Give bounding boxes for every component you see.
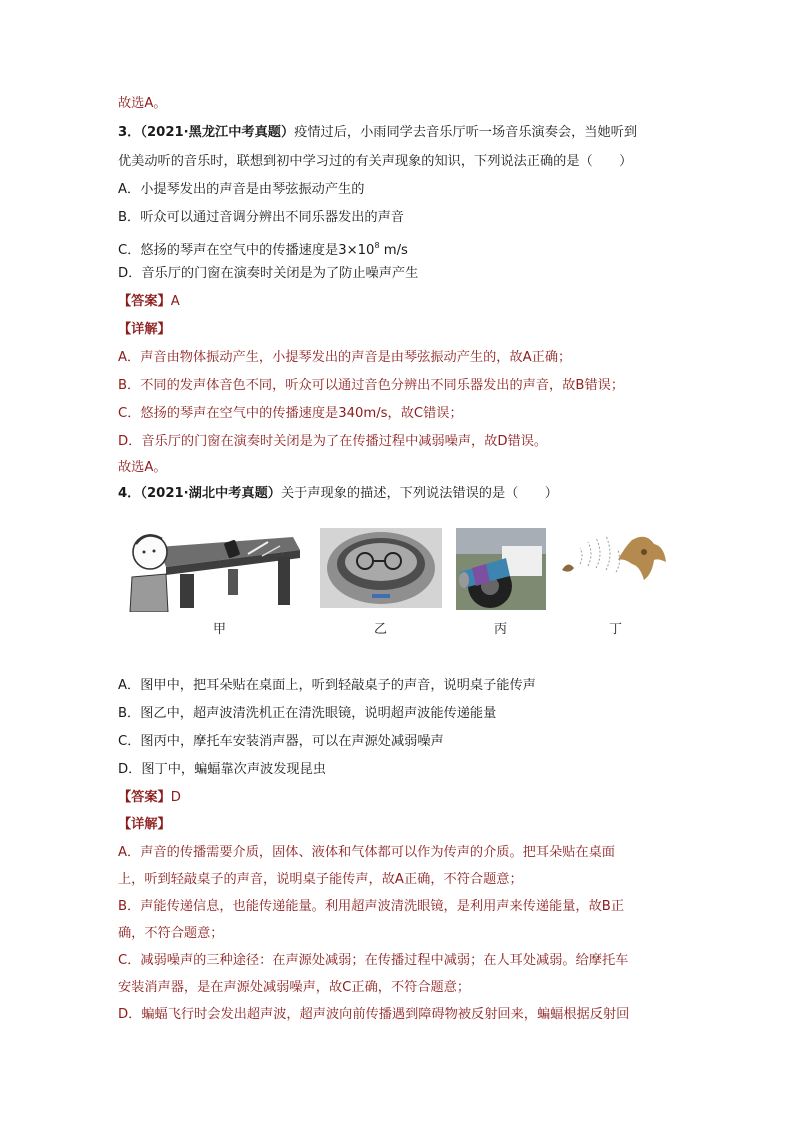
q4-source: （2021·湖北中考真题） [140, 486, 281, 501]
q3-detail-b: B．不同的发声体音色不同，听众可以通过音色分辨出不同乐器发出的声音，故B错误； [118, 378, 625, 393]
previous-conclusion: 故选A。 [118, 96, 167, 111]
q3-detail-a: A．声音由物体振动产生，小提琴发出的声音是由琴弦振动产生的，故A正确； [118, 350, 572, 365]
q3-option-d: D．音乐厅的门窗在演奏时关闭是为了防止噪声产生 [118, 266, 419, 281]
q4-detail-line3: B．声能传递信息，也能传递能量。利用超声波清洗眼镜，是利用声来传递能量，故B正 [118, 899, 625, 914]
q3-option-a: A．小提琴发出的声音是由琴弦振动产生的 [118, 182, 365, 197]
caption-bing: 丙 [494, 622, 508, 637]
figure-jia-table-image [128, 522, 308, 612]
q3-number: 3． [118, 125, 141, 140]
q3-source: （2021·黑龙江中考真题） [140, 125, 295, 140]
q4-detail-line2: 上，听到轻敲桌子的声音，说明桌子能传声，故A正确，不符合题意； [118, 872, 523, 887]
q4-option-d: D．图丁中，蝙蝠靠次声波发现昆虫 [118, 762, 326, 777]
q4-detail-line4: 确，不符合题意； [118, 926, 224, 941]
q4-option-c: C．图丙中，摩托车安装消声器，可以在声源处减弱噪声 [118, 734, 444, 749]
q3-detail-label: 【详解】 [118, 322, 171, 337]
q3-conclusion: 故选A。 [118, 460, 167, 475]
q3-option-b: B．听众可以通过音调分辨出不同乐器发出的声音 [118, 210, 404, 225]
caption-yi: 乙 [374, 622, 388, 637]
q3-stem-text1: 疫情过后，小雨同学去音乐厅听一场音乐演奏会，当她听到 [294, 125, 638, 140]
q3-detail-d: D．音乐厅的门窗在演奏时关闭是为了在传播过程中减弱噪声，故D错误。 [118, 434, 548, 449]
q4-option-b: B．图乙中，超声波清洗机正在清洗眼镜，说明超声波能传递能量 [118, 706, 497, 721]
q4-answer-label: 【答案】 [118, 790, 171, 805]
q4-detail-label: 【详解】 [118, 817, 171, 832]
q4-detail-line1: A．声音的传播需要介质，固体、液体和气体都可以作为传声的介质。把耳朵贴在桌面 [118, 845, 615, 860]
q3-option-c-text: C．悠扬的琴声在空气中的传播速度是 [118, 243, 339, 258]
figure-ding-bat-image [560, 530, 670, 600]
q4-detail-line6: 安装消声器，是在声源处减弱噪声，故C正确，不符合题意； [118, 980, 471, 995]
q4-detail-line5: C．减弱噪声的三种途径：在声源处减弱；在传播过程中减弱；在人耳处减弱。给摩托车 [118, 953, 629, 968]
figure-yi-ultrasonic-cleaner-image [320, 528, 442, 608]
q3-option-c-unit: m/s [379, 243, 408, 258]
q3-stem-line2: 优美动听的音乐时，联想到初中学习过的有关声现象的知识，下列说法正确的是（ ） [118, 154, 633, 169]
q3-option-c-exponent: 8 [374, 241, 380, 250]
q4-option-a: A．图甲中，把耳朵贴在桌面上，听到轻敲桌子的声音，说明桌子能传声 [118, 678, 536, 693]
q3-detail-c: C．悠扬的琴声在空气中的传播速度是340m/s，故C错误； [118, 406, 463, 421]
q4-number: 4． [118, 486, 141, 501]
q4-stem-text: 关于声现象的描述，下列说法错误的是（ ） [281, 486, 558, 501]
q3-answer-label: 【答案】 [118, 294, 171, 309]
q3-option-c-value: 3×10 [338, 243, 375, 258]
q4-answer-value: D [170, 790, 181, 805]
q3-answer-value: A [170, 294, 180, 309]
q4-answer [118, 788, 181, 808]
caption-ding: 丁 [609, 622, 623, 637]
figure-bing-motorcycle-muffler-image [456, 528, 546, 610]
caption-jia: 甲 [213, 622, 227, 637]
q4-detail-line7: D．蝙蝠飞行时会发出超声波，超声波向前传播遇到障碍物被反射回来，蝙蝠根据反射回 [118, 1007, 630, 1022]
